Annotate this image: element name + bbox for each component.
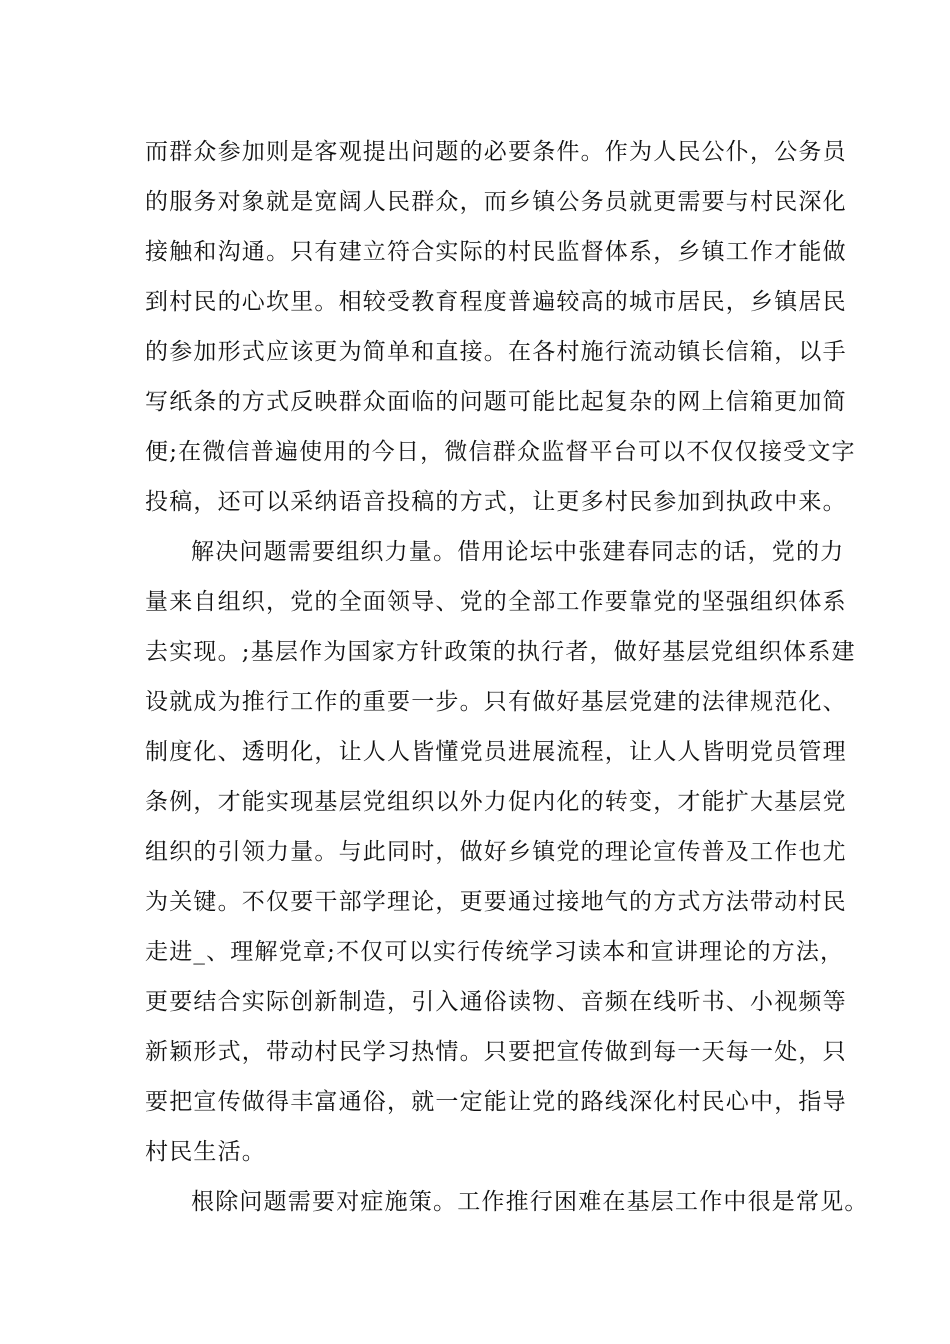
text-line-indented: 解决问题需要组织力量。借用论坛中张建春同志的话，党的力 [191, 539, 845, 565]
text-line: 更要结合实际创新制造，引入通俗读物、音频在线听书、小视频等 [145, 989, 847, 1015]
text-line: 设就成为推行工作的重要一步。只有做好基层党建的法律规范化、 [145, 689, 847, 715]
text-line: 村民生活。 [145, 1139, 266, 1165]
text-line: 条例，才能实现基层党组织以外力促内化的转变，才能扩大基层党 [145, 789, 847, 815]
text-line: 制度化、透明化，让人人皆懂党员进展流程，让人人皆明党员管理 [145, 739, 847, 765]
text-line: 走进_、理解党章;不仅可以实行传统学习读本和宣讲理论的方法， [145, 939, 845, 965]
text-line: 接触和沟通。只有建立符合实际的村民监督体系，乡镇工作才能做 [145, 239, 847, 265]
text-line-indented: 根除问题需要对症施策。工作推行困难在基层工作中很是常见。 [191, 1189, 869, 1215]
text-line: 到村民的心坎里。相较受教育程度普遍较高的城市居民，乡镇居民 [145, 289, 847, 315]
text-line: 的服务对象就是宽阔人民群众，而乡镇公务员就更需要与村民深化 [145, 189, 847, 215]
text-line: 的参加形式应该更为简单和直接。在各村施行流动镇长信箱，以手 [145, 339, 847, 365]
paragraph-targeted-measures [145, 1177, 869, 1227]
text-line: 去实现。;基层作为国家方针政策的执行者，做好基层党组织体系建 [145, 639, 856, 665]
text-line: 而群众参加则是客观提出问题的必要条件。作为人民公仆，公务员 [145, 139, 847, 165]
text-line: 为关键。不仅要干部学理论，更要通过接地气的方式方法带动村民 [145, 889, 847, 915]
document-body [145, 127, 869, 1227]
text-line: 要把宣传做得丰富通俗，就一定能让党的路线深化村民心中，指导 [145, 1089, 847, 1115]
paragraph-organizational-strength [145, 527, 856, 1177]
text-line: 便;在微信普遍使用的今日，微信群众监督平台可以不仅仅接受文字 [145, 439, 856, 465]
paragraph-citizen-participation [145, 127, 856, 527]
text-line: 量来自组织，党的全面领导、党的全部工作要靠党的坚强组织体系 [145, 589, 847, 615]
text-line: 新颖形式，带动村民学习热情。只要把宣传做到每一天每一处，只 [145, 1039, 847, 1065]
text-line: 写纸条的方式反映群众面临的问题可能比起复杂的网上信箱更加简 [145, 389, 847, 415]
text-line: 组织的引领力量。与此同时，做好乡镇党的理论宣传普及工作也尤 [145, 839, 847, 865]
text-line: 投稿，还可以采纳语音投稿的方式，让更多村民参加到执政中来。 [145, 489, 847, 515]
